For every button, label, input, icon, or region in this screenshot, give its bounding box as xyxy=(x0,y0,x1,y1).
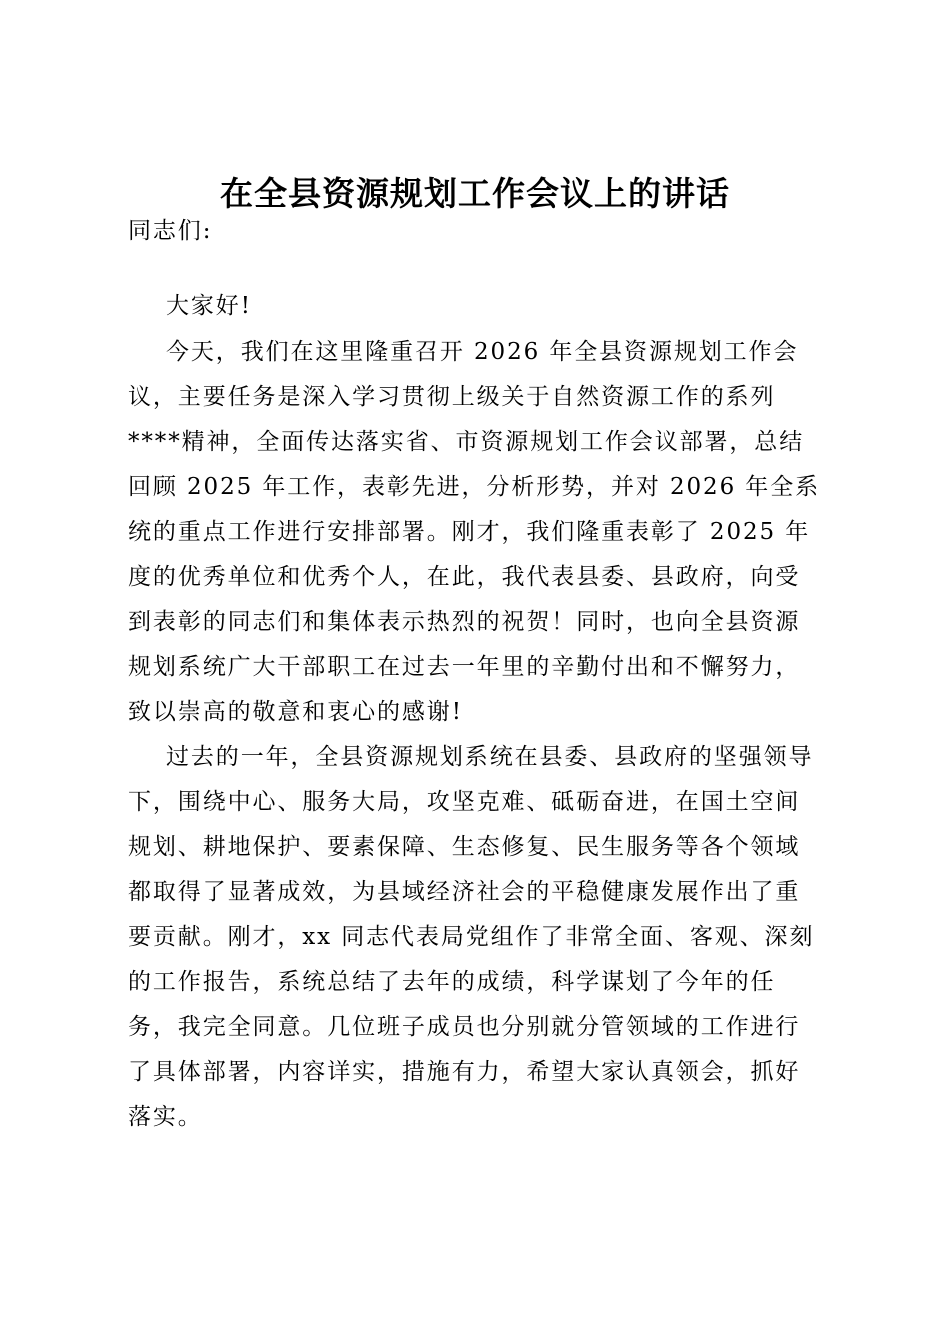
paragraph-line: 统的重点工作进行安排部署。刚才，我们隆重表彰了 2025 年 xyxy=(128,519,811,545)
paragraph-line: 过去的一年，全县资源规划系统在县委、县政府的坚强领导 xyxy=(166,744,814,770)
document-title: 在全县资源规划工作会议上的讲话 xyxy=(220,174,730,213)
paragraph-line: 落实。 xyxy=(128,1104,203,1130)
paragraph-line: ****精神，全面传达落实省、市资源规划工作会议部署，总结 xyxy=(128,429,805,455)
paragraph-line: 了具体部署，内容详实，措施有力，希望大家认真领会，抓好 xyxy=(128,1059,801,1085)
paragraph-line: 议，主要任务是深入学习贯彻上级关于自然资源工作的系列 xyxy=(128,384,776,410)
paragraph-line: 下，围绕中心、服务大局，攻坚克难、砥砺奋进，在国土空间 xyxy=(128,789,801,815)
salutation: 同志们: xyxy=(128,218,213,244)
paragraph-line: 致以崇高的敬意和衷心的感谢! xyxy=(128,699,463,725)
paragraph-line: 都取得了显著成效，为县域经济社会的平稳健康发展作出了重 xyxy=(128,879,801,905)
paragraph-line: 度的优秀单位和优秀个人，在此，我代表县委、县政府，向受 xyxy=(128,564,801,590)
paragraph-line: 的工作报告，系统总结了去年的成绩，科学谋划了今年的任 xyxy=(128,969,776,995)
paragraph-line: 到表彰的同志们和集体表示热烈的祝贺！同时，也向全县资源 xyxy=(128,609,801,635)
paragraph-line: 规划、耕地保护、要素保障、生态修复、民生服务等各个领域 xyxy=(128,834,801,860)
greeting: 大家好! xyxy=(166,293,252,319)
paragraph-line: 规划系统广大干部职工在过去一年里的辛勤付出和不懈努力， xyxy=(128,654,801,680)
paragraph-line: 回顾 2025 年工作，表彰先进，分析形势，并对 2026 年全系 xyxy=(128,474,821,500)
paragraph-line: 务，我完全同意。几位班子成员也分别就分管领域的工作进行 xyxy=(128,1014,801,1040)
paragraph-line: 今天，我们在这里隆重召开 2026 年全县资源规划工作会 xyxy=(166,339,799,365)
paragraph-line: 要贡献。刚才，xx 同志代表局党组作了非常全面、客观、深刻 xyxy=(128,924,815,950)
